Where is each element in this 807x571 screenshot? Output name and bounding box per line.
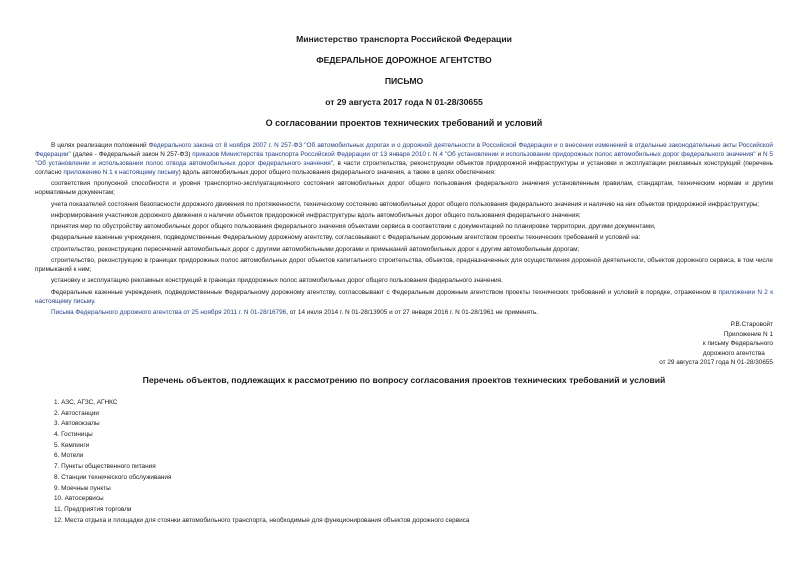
doc-date-number: от 29 августа 2017 года N 01-28/30655 <box>325 97 483 107</box>
ministry-heading: Министерство транспорта Российской Федерации <box>296 34 512 44</box>
list-item: 4. Гостиницы <box>54 431 93 439</box>
appendix-date: от 29 августа 2017 года N 01-28/30655 <box>659 359 773 367</box>
doc-subject: О согласовании проектов технических требований и условий <box>265 118 543 128</box>
list-item: 10. Автосервисы <box>54 495 104 503</box>
body-paragraph: информирования участников дорожного движения о наличии объектов придорожной инфраструктуры вдоль автомобильных дорог общего пользования федерального значения; <box>51 211 581 219</box>
letter-body <box>35 141 773 317</box>
list-item: 8. Станции технического обслуживания <box>54 473 172 481</box>
federal-law-link[interactable]: Федерального закона от 8 ноября 2007 г. N 257-ФЗ "Об автомобильных дорогах и о дорожной деятельности в Российской Федерации и о внесении изменений в отдельные законодательные акты Российской Федерации" <box>35 142 773 158</box>
intro-paragraph <box>35 141 773 177</box>
body-paragraph: принятия мер по обустройству автомобильных дорог общего пользования федерального значения объектами сервиса в соответствии с документацией по планировке территории, другими документами, <box>51 223 656 231</box>
document-page <box>35 34 773 526</box>
list-item: 12. Места отдыха и площадки для стоянки автомобильного транспорта, необходимые для функционирования объектов дорожного сервиса <box>54 516 470 524</box>
objects-list <box>35 398 773 526</box>
prior-letter-link[interactable]: Письма Федерального дорожного агентства от 25 ноября 2011 г. N 01-28/16796 <box>51 308 287 316</box>
body-paragraph: соответствия пропускной способности и уровня транспортно-эксплуатационного состояния автомобильных дорог общего пользования федерального значения установленным правилам, стандартам, техническим нормам и другим нормативным документам; <box>35 180 773 197</box>
repeal-paragraph <box>35 308 773 317</box>
list-item: 11. Предприятия торговли <box>54 505 132 513</box>
body-paragraph: установку и эксплуатацию рекламных конструкций в границах придорожных полос автомобильных дорог общего пользования федерального значения. <box>51 277 503 285</box>
order-5-link[interactable]: N 5 "Об установлении и использовании полос отвода автомобильных дорог федерального значения" <box>35 151 773 167</box>
intro-text-1: В целях реализации положений <box>51 142 149 149</box>
list-item: 7. Пункты общественного питания <box>54 463 156 471</box>
appendix-1-link[interactable]: приложению N 1 к настоящему письму <box>63 169 179 176</box>
order-4-link[interactable]: приказов Министерства транспорта Российской Федерации от 13 января 2010 г. N 4 "Об установлении и использовании придорожных полос автомобильных дорог федерального значения" <box>192 151 756 158</box>
list-item: 5. Кемпинги <box>54 441 90 449</box>
list-item: 9. Моечные пункты <box>54 484 111 492</box>
signatory-name: Р.В.Старовойт <box>730 320 773 328</box>
list-item: 6. Мотели <box>54 452 84 460</box>
objects-list-title: Перечень объектов, подлежащих к рассмотрению по вопросу согласования проектов технических требований и условий <box>142 374 666 385</box>
list-item: 1. АЗС, АГЗС, АГНКС <box>54 398 118 406</box>
closing-text-1: Федеральные казенные учреждения, подведомственные Федеральному дорожному агентству, согласовывают с Федеральным дорожным агентством проекты технических требований и условий в порядке, отраженном в <box>51 288 719 296</box>
repeal-text: , от 14 июля 2014 г. N 01-28/13905 и от 27 января 2016 г. N 01-28/1961 не применять. <box>286 308 539 316</box>
intro-text-2: (далее - Федеральный закон N 257-ФЗ) <box>70 151 193 158</box>
doc-type-heading: ПИСЬМО <box>384 76 424 86</box>
body-paragraph: федеральные казенные учреждения, подведомственные Федеральному дорожному агентству, согласовывают с Федеральным дорожным агентством проекты технических требований и условий на: <box>51 234 641 242</box>
closing-text-2: . <box>93 297 96 305</box>
list-item: 2. Автостанции <box>54 409 99 417</box>
appendix-line-1: к письму Федерального <box>702 340 773 348</box>
appendix-title: Приложение N 1 <box>723 330 773 338</box>
signature-block <box>35 320 773 368</box>
appendix-header <box>703 330 773 359</box>
closing-paragraph <box>35 288 773 306</box>
appendix-line-2: дорожного агентства <box>702 349 765 357</box>
body-paragraph: строительство, реконструкцию пересечений автомобильных дорог с другими автомобильными дорогами и примыканий автомобильных дорог к другим автомобильным дорогам; <box>51 245 580 253</box>
intro-text-3: и <box>755 151 763 158</box>
agency-heading: ФЕДЕРАЛЬНОЕ ДОРОЖНОЕ АГЕНТСТВО <box>316 55 492 65</box>
intro-text-4: , в части строительства, реконструкции объектов придорожной инфраструктуры и установки и эксплуатации рекламных конструкций (перечень согласно <box>35 160 773 176</box>
body-paragraph: строительство, реконструкцию в границах придорожных полос автомобильных дорог объектов капитального строительства, объектов, предназначенных для осуществления дорожной деятельности, объектов дорожного сервиса, в том числе примыканий к ним; <box>35 257 773 274</box>
list-item: 3. Автовокзалы <box>54 420 100 428</box>
body-paragraph: учета показателей состояния безопасности дорожного движения по протяженности, техническому состоянию автомобильных дорог общего пользования федерального значения и наличию на них объектов придорожной инфраструктуры; <box>51 200 760 208</box>
intro-text-5: ) вдоль автомобильных дорог общего пользования федерального значения, а также в целях обеспечения: <box>178 169 496 176</box>
appendix-2-link[interactable]: приложении N 2 к настоящему письму <box>35 288 773 305</box>
